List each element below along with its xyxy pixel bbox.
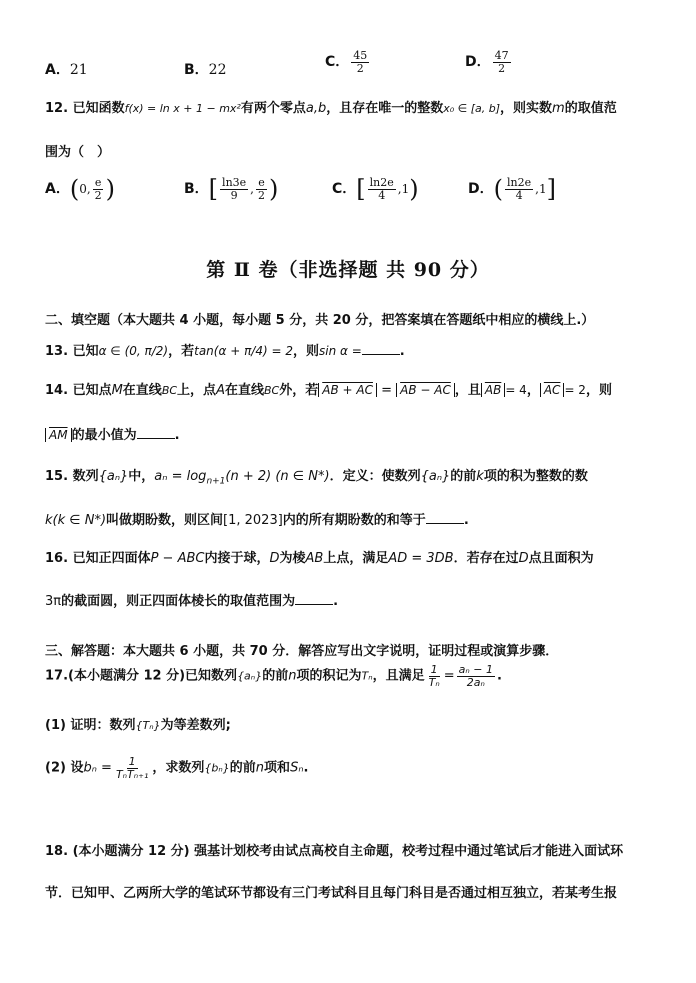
formula: n+1 bbox=[206, 476, 226, 487]
bracket: ) bbox=[409, 175, 419, 204]
bracket: ] bbox=[546, 175, 556, 204]
text: 的截面圆，则正四面体棱长的取值范围为 bbox=[61, 594, 296, 609]
text: 外，若 bbox=[279, 383, 319, 398]
text: 为等差数列; bbox=[160, 718, 231, 733]
option-label: A． bbox=[45, 62, 70, 78]
question-number: 18. bbox=[45, 844, 69, 859]
text: 围为（ ） bbox=[45, 145, 111, 160]
q12-option-b: B．[ $\frac{\ln 3e}{9}$ , $\frac{e}{2}$ ) bbox=[184, 175, 279, 204]
math-text: ,1 bbox=[397, 182, 410, 197]
numerator: 1 bbox=[128, 755, 136, 768]
denominator: 2 bbox=[498, 61, 506, 75]
option-value: 22 bbox=[208, 62, 227, 78]
text: 的最小值为 bbox=[71, 428, 137, 443]
text: 项和 bbox=[264, 760, 291, 776]
part-label: (1) bbox=[45, 718, 66, 733]
formula: {Tₙ} bbox=[135, 719, 161, 732]
text: ．定义：使数列 bbox=[329, 469, 421, 484]
text: 有两个零点 bbox=[240, 101, 306, 116]
text: 项的积记为 bbox=[296, 668, 362, 684]
text: . bbox=[174, 428, 180, 443]
fraction bbox=[493, 50, 511, 74]
text: 数列 bbox=[72, 469, 99, 484]
text: (本小题满分 12 分) 强基计划校考由试点高校自主命题，校考过程中通过笔试后才能进入面试环 bbox=[72, 844, 624, 859]
math-text: 0, bbox=[79, 182, 91, 197]
q17-part1 bbox=[45, 714, 231, 733]
numerator: 1 bbox=[430, 663, 438, 676]
answer-blank[interactable] bbox=[295, 594, 333, 605]
fraction bbox=[93, 177, 104, 201]
part2-header: 二、填空题（本大题共 4 小题，每小题 5 分，共 20 分，把答案填在答题纸中相应的横线上.） bbox=[45, 313, 595, 328]
denominator: 2aₙ bbox=[466, 675, 485, 689]
text: 中， bbox=[128, 469, 155, 484]
q12-line1 bbox=[45, 97, 617, 116]
text: 项的积为整数的数 bbox=[483, 469, 588, 484]
vector-abs: $\overline{AM}$ bbox=[45, 428, 72, 442]
bracket: ( bbox=[69, 175, 80, 204]
denominator: 2 bbox=[94, 188, 102, 202]
formula: P − ABC bbox=[150, 551, 205, 566]
bracket: ( bbox=[493, 175, 503, 204]
text: . bbox=[303, 760, 309, 776]
text: ，则 bbox=[292, 344, 319, 359]
option-label: C． bbox=[332, 181, 357, 198]
formula: D bbox=[269, 551, 280, 566]
fraction bbox=[427, 664, 442, 688]
text: 的取值范 bbox=[564, 101, 617, 116]
text: 已知函数 bbox=[72, 101, 125, 116]
text: 的前 bbox=[262, 668, 289, 684]
text: 的前 bbox=[450, 469, 477, 484]
formula: bₙ = bbox=[83, 760, 112, 776]
text: ，若 bbox=[168, 344, 195, 359]
text: 的前 bbox=[229, 760, 256, 776]
q14-line1: 14. 已知点M在直线BC上，点A在直线BC外，若 AB + AC = AB − AC ，且 $\overline{AB} = 4$， $\overline{AC} = 2$，则 bbox=[45, 383, 612, 398]
formula: {aₙ} bbox=[420, 469, 451, 484]
text: ，且满足 bbox=[372, 668, 425, 684]
vector-abs: $\overline{AC}$ bbox=[540, 383, 565, 397]
text: . bbox=[463, 513, 469, 528]
text: 已知 bbox=[72, 344, 99, 359]
q11-option-b bbox=[184, 59, 227, 79]
q16-line1 bbox=[45, 547, 594, 566]
q18-line2 bbox=[45, 882, 617, 901]
denominator: Tₙ bbox=[428, 675, 440, 689]
q11-option-a bbox=[45, 59, 88, 79]
fraction bbox=[368, 177, 396, 201]
text: 已知点 bbox=[72, 383, 112, 398]
denominator: 2 bbox=[356, 61, 364, 75]
q14-line2 bbox=[45, 424, 180, 443]
q17-part2 bbox=[45, 756, 308, 780]
formula: sin α = bbox=[318, 344, 362, 358]
text: ，则实数 bbox=[500, 101, 553, 116]
text: 已知正四面体 bbox=[72, 551, 151, 566]
formula: tan(α + π/4) = 2 bbox=[194, 344, 293, 358]
option-value: 21 bbox=[69, 62, 88, 78]
question-number: 12. bbox=[45, 101, 69, 116]
q12-option-c bbox=[332, 175, 419, 204]
question-number: 16. bbox=[45, 551, 69, 566]
text: . bbox=[399, 344, 405, 359]
formula: α ∈ (0, π/2) bbox=[98, 344, 169, 358]
option-label: D． bbox=[468, 181, 494, 198]
q16-line2 bbox=[45, 590, 338, 609]
fraction bbox=[220, 177, 248, 201]
numerator: ln2e bbox=[369, 176, 394, 189]
numerator: ln3e bbox=[222, 176, 247, 189]
q12-option-d bbox=[468, 175, 556, 204]
formula: m bbox=[552, 101, 565, 116]
formula: A bbox=[216, 383, 225, 398]
text: ，且 bbox=[454, 383, 481, 398]
question-number: 13. bbox=[45, 344, 69, 359]
denominator: TₙTₙ₊₁ bbox=[115, 767, 149, 781]
formula: k(k ∈ N*) bbox=[45, 513, 107, 528]
option-label: D． bbox=[465, 54, 491, 71]
bracket: ) bbox=[269, 175, 279, 204]
formula: [1, 2023] bbox=[223, 513, 283, 528]
numerator: 47 bbox=[494, 49, 509, 62]
vector-abs: $\overline{AB}$ bbox=[481, 383, 505, 397]
section-title: 第 Ⅱ 卷（非选择题 共 90 分） bbox=[206, 259, 490, 281]
q15-line1 bbox=[45, 465, 588, 487]
formula: x₀ ∈ [a, b] bbox=[443, 102, 501, 115]
q12-line2 bbox=[45, 141, 110, 160]
text: 上，点 bbox=[177, 383, 217, 398]
q13 bbox=[45, 340, 405, 359]
formula: BC bbox=[263, 384, 280, 397]
numerator: e bbox=[258, 176, 265, 189]
text: . bbox=[333, 594, 339, 609]
text: 内的所有期盼数的和等于 bbox=[282, 513, 426, 528]
denominator: 2 bbox=[258, 188, 265, 202]
formula: AB bbox=[305, 551, 324, 566]
formula: {bₙ} bbox=[204, 761, 230, 775]
question-number: 14. bbox=[45, 383, 69, 398]
fraction bbox=[256, 177, 267, 201]
q18-line1 bbox=[45, 840, 623, 859]
option-label: A． bbox=[45, 181, 70, 198]
text: 在直线 bbox=[224, 383, 264, 398]
numerator: aₙ − 1 bbox=[458, 663, 493, 676]
answer-blank[interactable] bbox=[362, 344, 400, 355]
bracket: [ bbox=[356, 175, 366, 204]
text: 在直线 bbox=[122, 383, 162, 398]
formula: Tₙ bbox=[361, 669, 373, 683]
text: 内接于球， bbox=[204, 551, 270, 566]
text: 设 bbox=[70, 760, 84, 776]
formula: k bbox=[476, 469, 484, 484]
formula: D bbox=[518, 551, 529, 566]
formula: {aₙ} bbox=[98, 469, 129, 484]
option-label: B． bbox=[184, 181, 209, 198]
formula: = 2 bbox=[564, 383, 586, 397]
option-label: B． bbox=[184, 62, 209, 78]
formula: AD = 3DB bbox=[388, 551, 454, 566]
text: ，且存在唯一的整数 bbox=[326, 101, 444, 116]
part-label: (2) bbox=[45, 760, 66, 776]
vector-abs: AB − AC bbox=[396, 383, 455, 397]
fraction bbox=[457, 664, 495, 688]
q11-option-d bbox=[465, 50, 513, 74]
text: . bbox=[496, 668, 502, 684]
denominator: 4 bbox=[378, 188, 386, 202]
numerator: 45 bbox=[353, 49, 368, 62]
q15-line2 bbox=[45, 509, 469, 528]
numerator: ln2e bbox=[507, 176, 532, 189]
bracket: [ bbox=[208, 175, 219, 204]
part3-header: 三、解答题：本大题共 6 小题，共 70 分．解答应写出文字说明，证明过程或演算步骤． bbox=[45, 644, 559, 659]
text: ，则 bbox=[585, 383, 612, 398]
vector-abs: AB + AC bbox=[318, 383, 377, 397]
answer-blank[interactable] bbox=[426, 513, 464, 524]
text: 为棱 bbox=[279, 551, 306, 566]
denominator: 9 bbox=[230, 188, 238, 202]
fraction bbox=[351, 50, 369, 74]
formula: BC bbox=[161, 384, 178, 397]
formula: n bbox=[288, 668, 297, 684]
text: 叫做期盼数，则区间 bbox=[106, 513, 224, 528]
question-number: 15. bbox=[45, 469, 69, 484]
formula: 3π bbox=[45, 594, 62, 609]
numerator: e bbox=[94, 176, 102, 189]
text: ，求数列 bbox=[152, 760, 205, 776]
formula: n bbox=[255, 760, 265, 776]
q11-option-c bbox=[325, 50, 371, 74]
formula: a,b bbox=[305, 101, 327, 116]
answer-blank[interactable] bbox=[137, 428, 175, 439]
text: 证明：数列 bbox=[70, 718, 136, 733]
text: 点且面积为 bbox=[528, 551, 594, 566]
fraction bbox=[505, 177, 533, 201]
q12-option-a bbox=[45, 175, 116, 204]
text: 上点，满足 bbox=[323, 551, 389, 566]
formula: (n + 2) (n ∈ N*) bbox=[225, 469, 330, 484]
formula: f(x) = ln x + 1 − mx² bbox=[124, 102, 241, 115]
formula: M bbox=[111, 383, 123, 398]
question-number: 17. bbox=[45, 668, 69, 684]
q17-stem: 17.(本小题满分 12 分)已知数列{aₙ}的前n项的积记为Tₙ，且满足 $\frac{1}{\text{Tₙ}}$ = $\frac{\text{aₙ − 1}}{\text{2aₙ}}$ . bbox=[45, 663, 502, 689]
text: 节．已知甲、乙两所大学的笔试环节都设有三门考试科目且每门科目是否通过相互独立，若某考生报 bbox=[45, 886, 618, 901]
math-text: ,1 bbox=[535, 182, 547, 197]
formula: aₙ = log bbox=[154, 469, 207, 484]
fraction bbox=[114, 756, 150, 780]
text: (本小题满分 12 分)已知数列 bbox=[68, 668, 238, 684]
formula: = 4 bbox=[505, 383, 527, 397]
formula: {aₙ} bbox=[237, 669, 263, 683]
text: ．若存在过 bbox=[453, 551, 519, 566]
denominator: 4 bbox=[515, 188, 523, 202]
bracket: ) bbox=[105, 175, 116, 204]
option-label: C． bbox=[325, 54, 350, 71]
formula: Sₙ bbox=[290, 760, 304, 776]
